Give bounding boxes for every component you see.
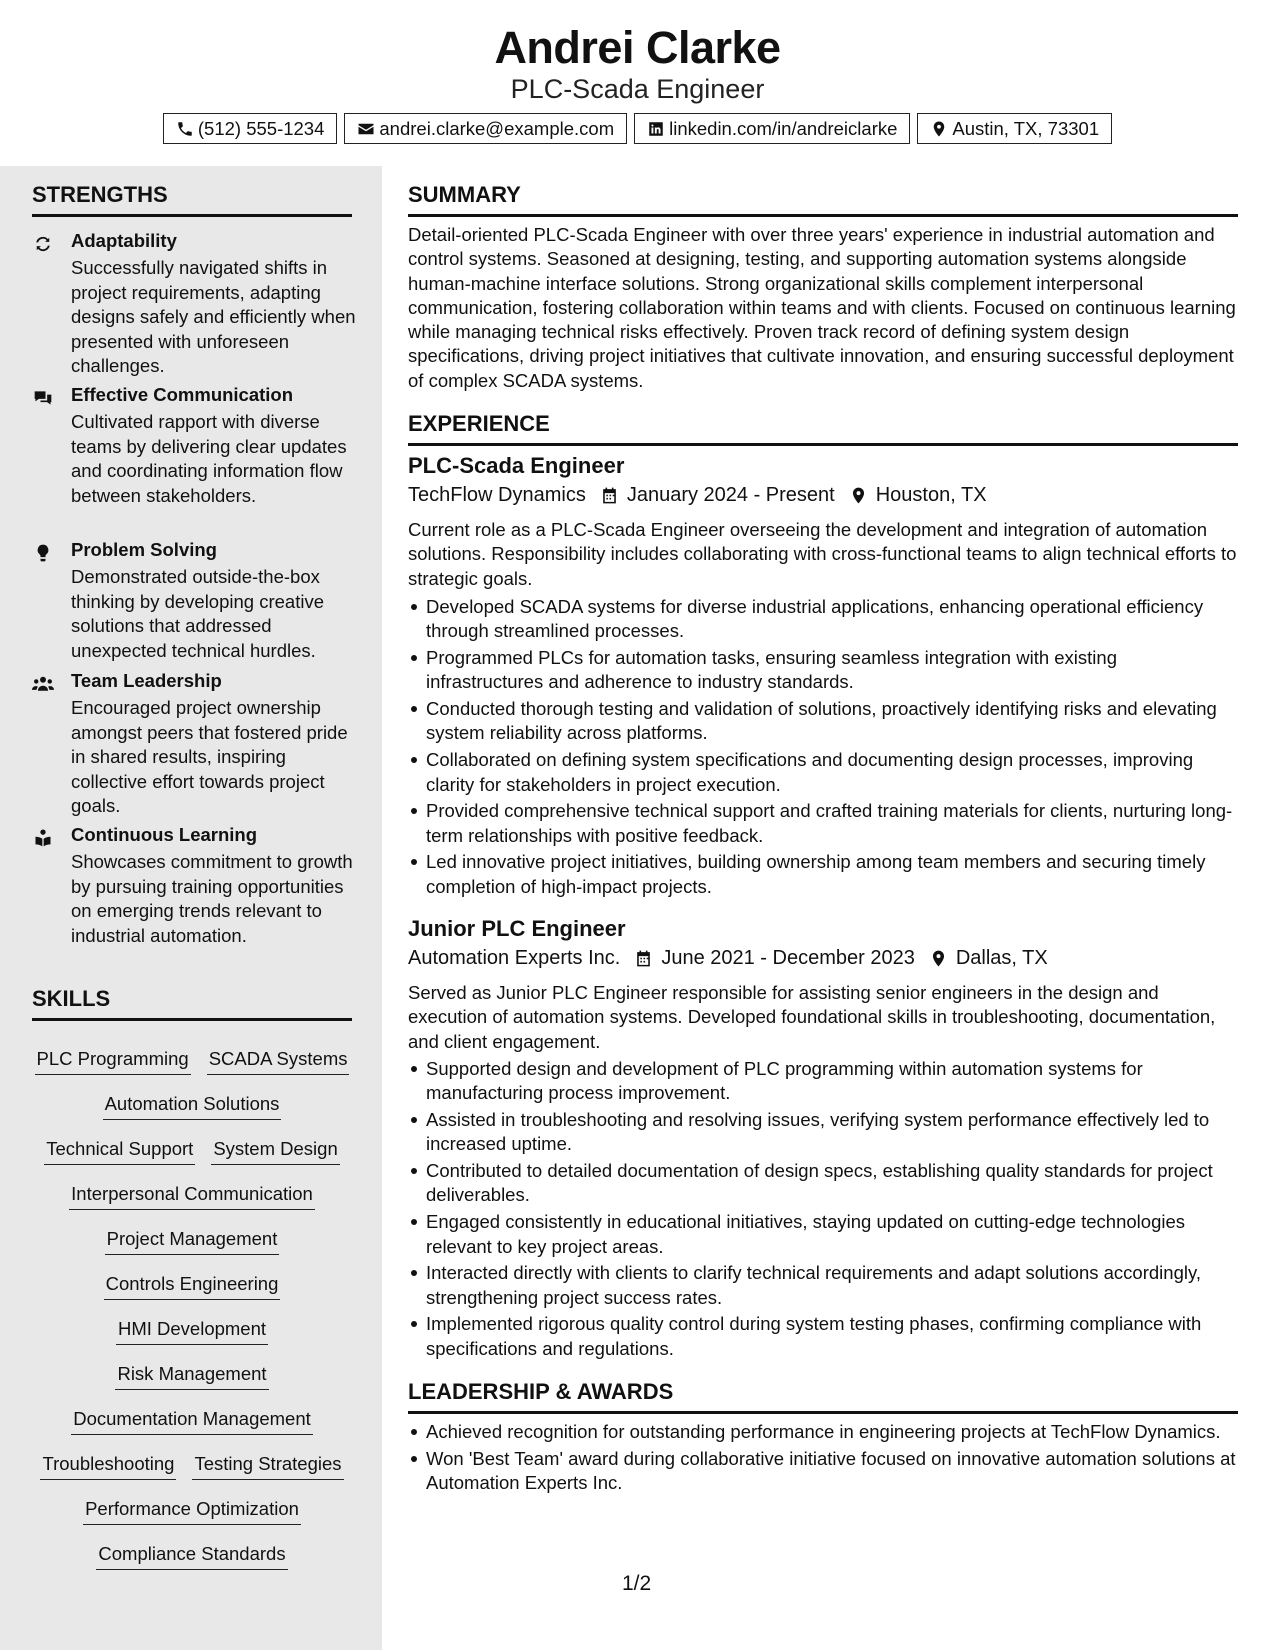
strengths-heading: STRENGTHS: [32, 182, 352, 217]
skill-tag: Documentation Management: [71, 1408, 313, 1435]
list-item: Conducted thorough testing and validation of solutions, proactively identifying risks and elevating system reliability across platforms.: [408, 697, 1238, 746]
contact-email[interactable]: [344, 113, 627, 144]
skill-tag: Project Management: [105, 1228, 280, 1255]
job-meta: [408, 947, 1048, 970]
skill-tag: Compliance Standards: [96, 1543, 287, 1570]
strength-title: Problem Solving: [71, 539, 217, 560]
skill-tag: Automation Solutions: [103, 1093, 282, 1120]
awards-list: [408, 1420, 1238, 1498]
job-description: Current role as a PLC-Scada Engineer overseeing the development and integration of automation solutions. Responsibility includes collaborating with cross-functional teams to align technical efforts to strategic goals.: [408, 519, 1237, 589]
refresh-icon: [32, 234, 54, 254]
skills-row: [32, 1228, 352, 1273]
list-item: Collaborated on defining system specifications and documenting design processes, improving clarity for stakeholders in project execution.: [408, 748, 1238, 797]
job-location: Houston, TX: [875, 484, 987, 506]
lightbulb-icon: [32, 543, 54, 563]
list-item: Engaged consistently in educational initiatives, staying updated on cutting-edge technologies relevant to key project areas.: [408, 1210, 1238, 1259]
skills-row: [32, 1363, 352, 1408]
contact-bar: [0, 113, 1275, 144]
skill-tag: SCADA Systems: [207, 1048, 350, 1075]
email-text: andrei.clarke@example.com: [379, 117, 615, 139]
job-dates: January 2024 - Present: [626, 484, 835, 506]
location-text: Austin, TX, 73301: [952, 117, 1100, 139]
list-item: Provided comprehensive technical support and crafted training materials for clients, nurturing long-term relationships with positive feedback.: [408, 799, 1238, 848]
candidate-role: PLC-Scada Engineer: [510, 74, 765, 104]
phone-icon: [176, 120, 194, 138]
strength-text: Demonstrated outside-the-box thinking by developing creative solutions that addressed unexpected technical hurdles.: [71, 566, 324, 661]
summary-heading: SUMMARY: [408, 182, 1238, 217]
skills-row: [32, 1543, 352, 1588]
list-item: Developed SCADA systems for diverse industrial applications, enhancing operational efficiency through streamlined processes.: [408, 595, 1238, 644]
skill-tag: Performance Optimization: [83, 1498, 301, 1525]
list-item: Supported design and development of PLC programming within automation systems for manufacturing process improvement.: [408, 1057, 1238, 1106]
strength-title: Effective Communication: [71, 384, 294, 405]
list-item: Implemented rigorous quality control during system testing phases, confirming compliance with specifications and regulations.: [408, 1312, 1238, 1361]
job-title: Junior PLC Engineer: [408, 916, 626, 941]
skills-row: [32, 1408, 352, 1453]
map-pin-icon: [849, 486, 868, 505]
strength-title: Continuous Learning: [71, 824, 258, 845]
chat-icon: [32, 388, 54, 408]
job-company: Automation Experts Inc.: [408, 947, 621, 969]
job-meta: [408, 484, 987, 507]
strength-text: Cultivated rapport with diverse teams by delivering clear updates and coordinating information flow between stakeholders.: [71, 411, 347, 506]
list-item: Programmed PLCs for automation tasks, ensuring seamless integration with existing infrastructures and adherence to industry standards.: [408, 646, 1238, 695]
contact-linkedin[interactable]: [634, 113, 910, 144]
skill-tag: PLC Programming: [35, 1048, 191, 1075]
list-item: Led innovative project initiatives, building ownership among team members and securing timely completion of high-impact projects.: [408, 850, 1238, 899]
skills-row: [32, 1453, 352, 1498]
contact-location: [917, 113, 1112, 144]
skills-row: [32, 1138, 352, 1183]
strength-title: Adaptability: [71, 230, 177, 251]
skills-row: [32, 1273, 352, 1318]
job-description: Served as Junior PLC Engineer responsible for assisting senior engineers in the design and execution of automation systems. Developed foundational skills in troubleshooting, documentation, and client engagement.: [408, 982, 1216, 1052]
job-title: PLC-Scada Engineer: [408, 453, 625, 478]
list-item: Won 'Best Team' award during collaborative initiative focused on innovative automation solutions at Automation Experts Inc.: [408, 1447, 1238, 1496]
job-bullets: [408, 1057, 1238, 1364]
experience-heading: EXPERIENCE: [408, 411, 1238, 446]
strength-text: Encouraged project ownership amongst peers that fostered pride in shared results, inspiring collective effort towards project goals.: [71, 697, 348, 816]
skill-tag: Technical Support: [44, 1138, 195, 1165]
skills-row: [32, 1093, 352, 1138]
map-pin-icon: [930, 120, 948, 138]
skill-tag: Testing Strategies: [192, 1453, 343, 1480]
candidate-name: Andrei Clarke: [494, 22, 781, 73]
reader-icon: [32, 828, 54, 848]
map-pin-icon: [929, 949, 948, 968]
job-dates: June 2021 - December 2023: [661, 947, 915, 969]
list-item: Interacted directly with clients to clarify technical requirements and adapt solutions accordingly, strengthening project success rates.: [408, 1261, 1238, 1310]
page-number: 1/2: [622, 1572, 652, 1595]
skill-tag: Controls Engineering: [104, 1273, 281, 1300]
contact-phone: [163, 113, 338, 144]
list-item: Assisted in troubleshooting and resolving issues, verifying system performance effectively led to increased uptime.: [408, 1108, 1238, 1157]
skills-row: [32, 1498, 352, 1543]
strength-text: Showcases commitment to growth by pursuing training opportunities on emerging trends relevant to industrial automation.: [71, 851, 353, 946]
summary-text: Detail-oriented PLC-Scada Engineer with over three years' experience in industrial automation and control systems. Seasoned at designing, testing, and supporting automation systems alongside human-machine interface solutions. Strong organizational skills complement interpersonal communication, fostering collaboration within teams and with clients. Focused on continuous learning while managing technical risks effectively. Proven track record of defining system design specifications, driving project initiatives that cultivate innovation, and ensuring successful deployment of complex SCADA systems.: [408, 224, 1236, 391]
strength-text: Successfully navigated shifts in project requirements, adapting designs safely and efficiently when presented with unforeseen challenges.: [71, 257, 356, 376]
linkedin-text: linkedin.com/in/andreiclarke: [669, 117, 898, 139]
skills-list: [32, 1048, 352, 1588]
awards-heading: LEADERSHIP & AWARDS: [408, 1379, 1238, 1414]
envelope-icon: [357, 120, 375, 138]
team-icon: [32, 674, 54, 694]
list-item: Achieved recognition for outstanding performance in engineering projects at TechFlow Dynamics.: [408, 1420, 1238, 1444]
job-location: Dallas, TX: [955, 947, 1048, 969]
linkedin-icon: [647, 120, 665, 138]
skills-row: [32, 1048, 352, 1093]
calendar-icon: [634, 949, 653, 968]
job-company: TechFlow Dynamics: [408, 484, 586, 506]
job-bullets: [408, 595, 1238, 902]
skills-row: [32, 1183, 352, 1228]
skill-tag: System Design: [211, 1138, 339, 1165]
calendar-icon: [600, 486, 619, 505]
skill-tag: Troubleshooting: [40, 1453, 176, 1480]
skill-tag: Interpersonal Communication: [69, 1183, 315, 1210]
strength-title: Team Leadership: [71, 670, 222, 691]
skill-tag: HMI Development: [116, 1318, 268, 1345]
skills-heading: SKILLS: [32, 986, 352, 1021]
phone-text: (512) 555-1234: [197, 117, 325, 139]
skills-row: [32, 1318, 352, 1363]
list-item: Contributed to detailed documentation of design specs, establishing quality standards for project deliverables.: [408, 1159, 1238, 1208]
resume-header: [0, 0, 1275, 166]
skill-tag: Risk Management: [115, 1363, 268, 1390]
